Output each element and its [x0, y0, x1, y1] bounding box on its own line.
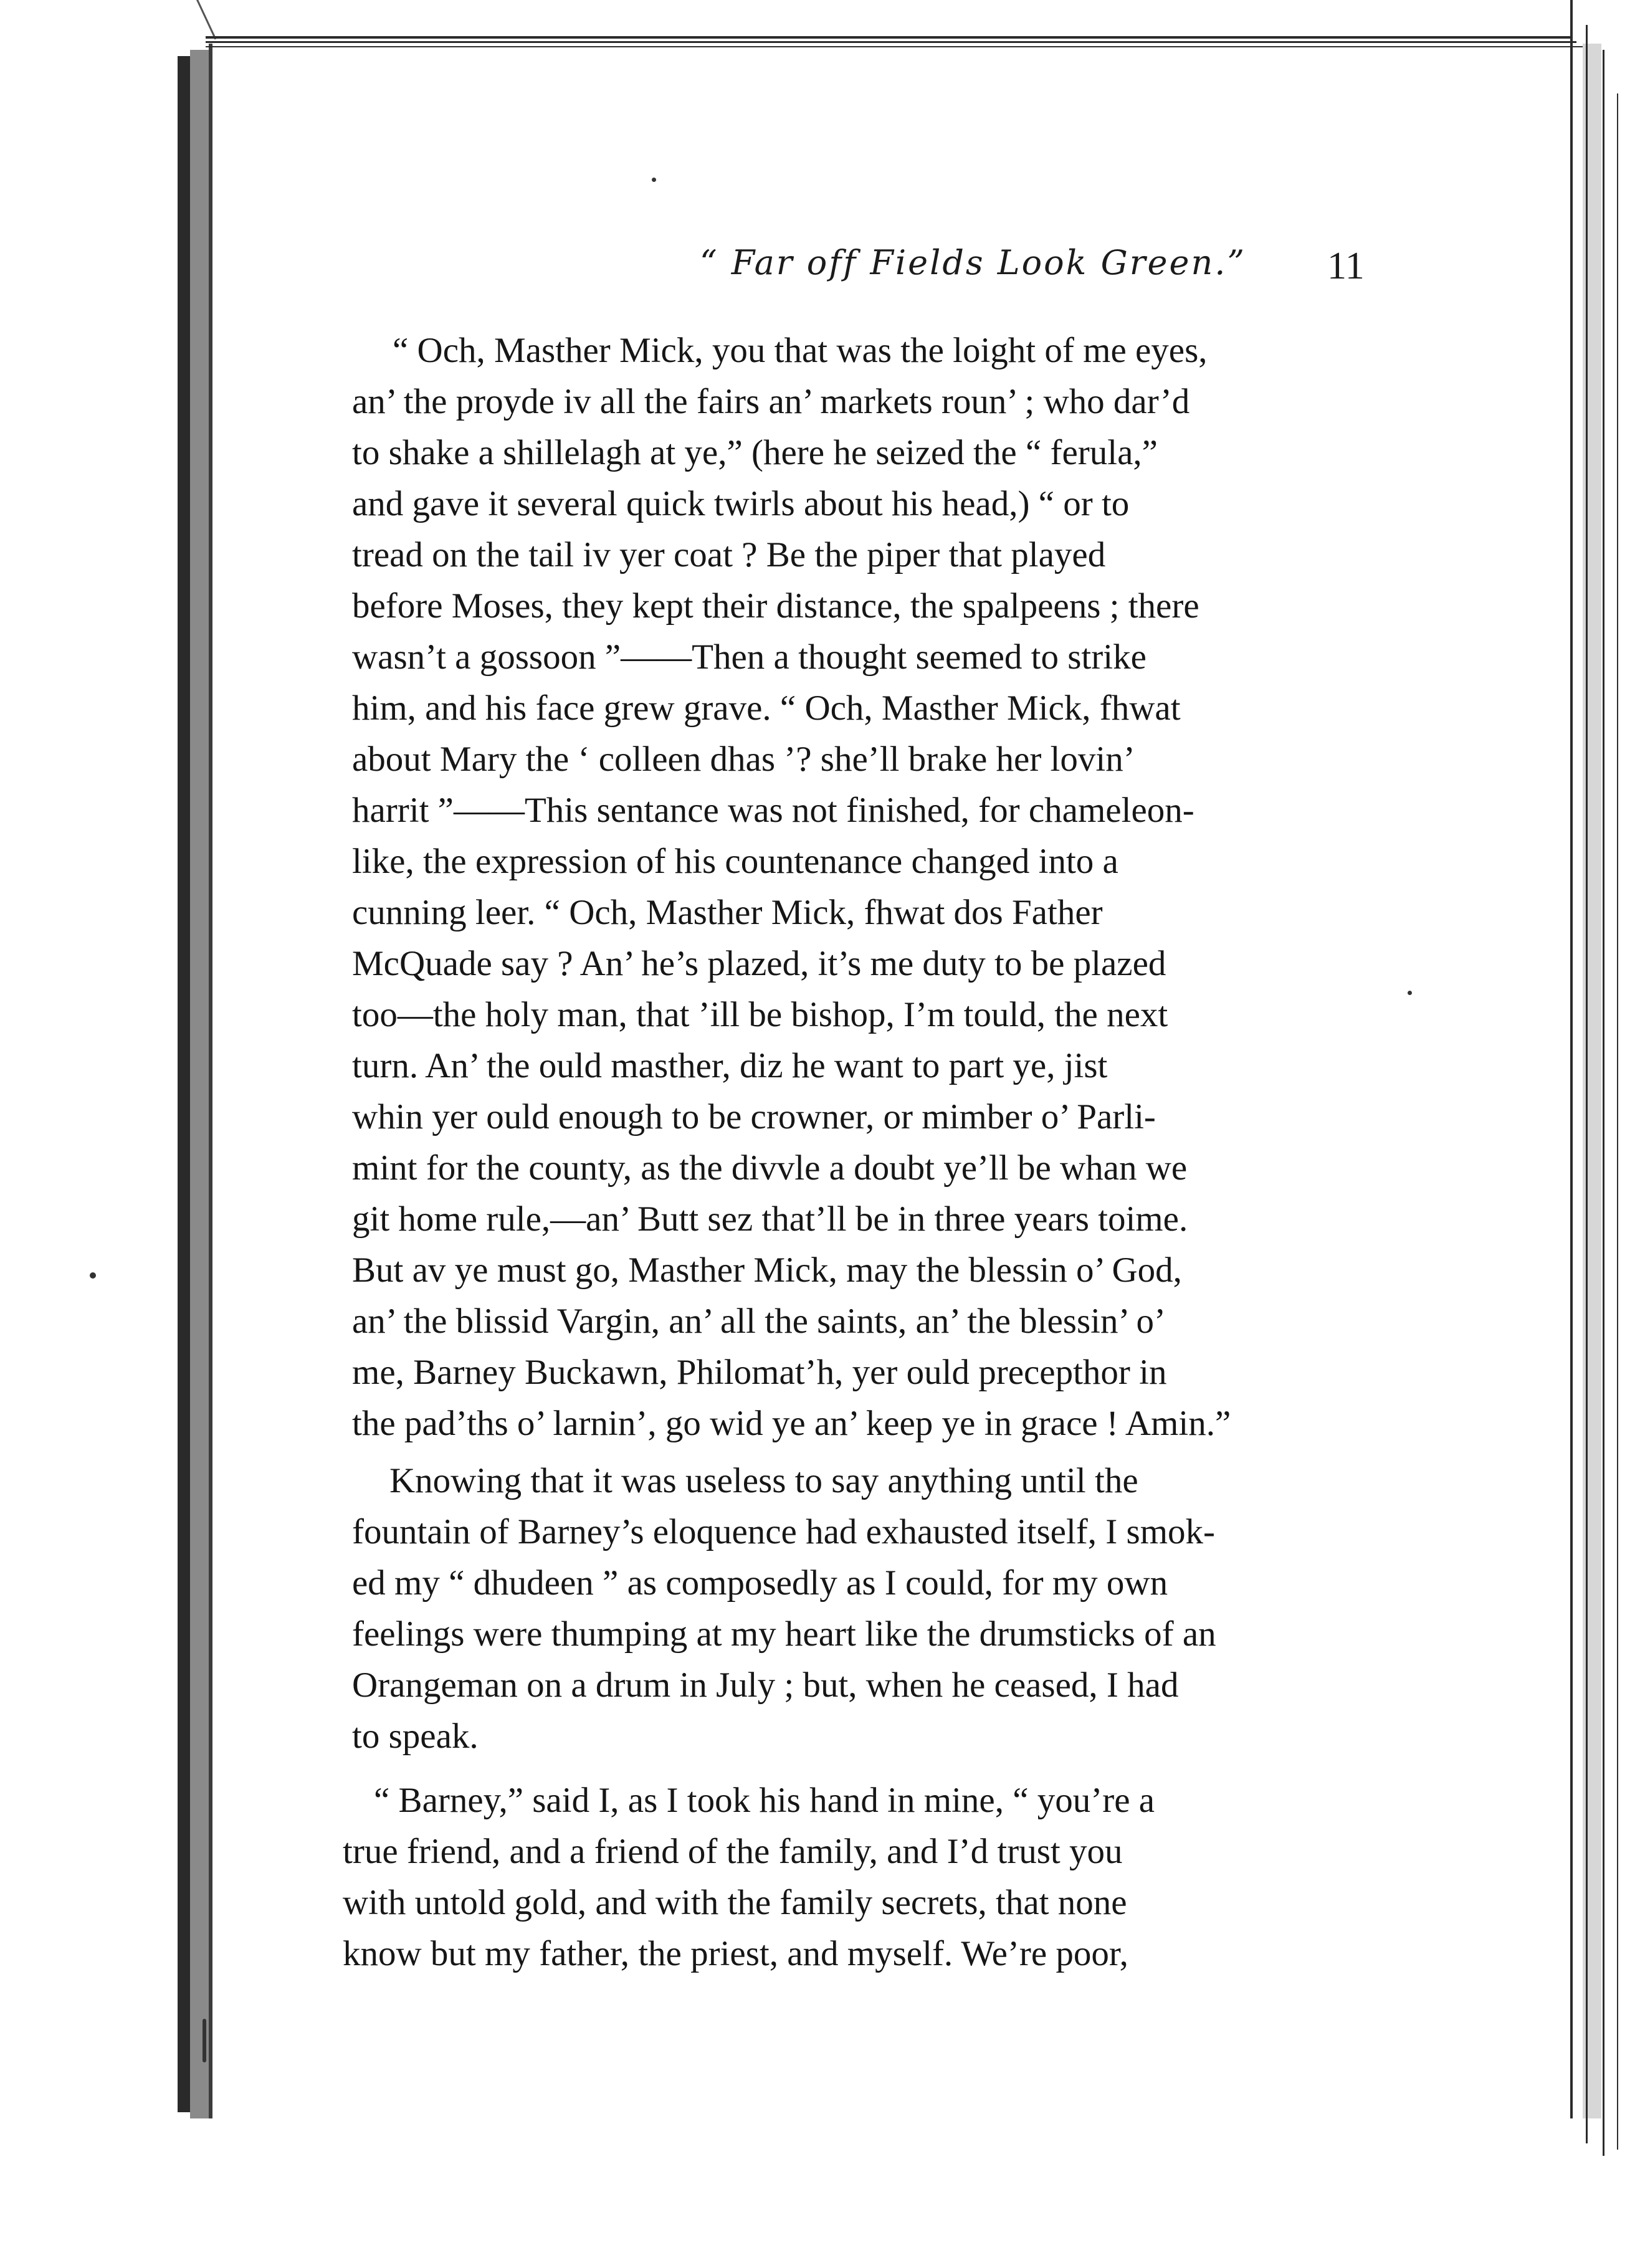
- running-head: “ Far off Fields Look Green.”: [700, 243, 1246, 282]
- text-line: about Mary the ‘ colleen dhas ’? she’ll brake her lovin’: [352, 740, 1135, 779]
- text-line: turn. An’ the ould masther, diz he want to part ye, jist: [352, 1046, 1108, 1085]
- top-page-edge: [206, 41, 1576, 43]
- text-line: and gave it several quick twirls about his head,) “ or to: [352, 484, 1130, 523]
- page-corner-mark: [196, 0, 216, 39]
- right-page-edge: [1603, 50, 1604, 2156]
- text-line: wasn’t a gossoon ”——Then a thought seemed to strike: [352, 637, 1147, 677]
- speck: [203, 2019, 206, 2062]
- text-line: Knowing that it was useless to say anything until the: [389, 1461, 1138, 1500]
- text-line: “ Barney,” said I, as I took his hand in mine, “ you’re a: [374, 1781, 1155, 1820]
- text-line: him, and his face grew grave. “ Och, Masther Mick, fhwat: [352, 688, 1181, 728]
- speck: [652, 178, 656, 182]
- text-line: But av ye must go, Masther Mick, may the blessin o’ God,: [352, 1251, 1182, 1290]
- text-line: “ Och, Masther Mick, you that was the loight of me eyes,: [393, 331, 1208, 370]
- text-line: Orangeman on a drum in July ; but, when he ceased, I had: [352, 1665, 1179, 1705]
- top-page-edge: [206, 36, 1570, 39]
- text-line: before Moses, they kept their distance, the spalpeens ; there: [352, 586, 1199, 626]
- text-line: tread on the tail iv yer coat ? Be the piper that played: [352, 535, 1106, 574]
- speck: [90, 1272, 96, 1279]
- text-line: me, Barney Buckawn, Philomat’h, yer ould precepthor in: [352, 1353, 1167, 1392]
- text-line: harrit ”——This sentance was not finished, for chameleon-: [352, 791, 1194, 830]
- top-page-edge: [206, 46, 1589, 47]
- text-line: McQuade say ? An’ he’s plazed, it’s me duty to be plazed: [352, 944, 1166, 983]
- right-page-edge: [1570, 0, 1573, 2118]
- text-line: too—the holy man, that ’ill be bishop, I’m tould, the next: [352, 995, 1168, 1034]
- speck: [1408, 991, 1412, 995]
- text-line: know but my father, the priest, and myself. We’re poor,: [343, 1934, 1128, 1973]
- text-line: to speak.: [352, 1717, 479, 1756]
- text-line: true friend, and a friend of the family, and I’d trust you: [343, 1832, 1123, 1871]
- book-spine-shadow: [178, 56, 190, 2112]
- text-line: an’ the blissid Vargin, an’ all the saints, an’ the blessin’ o’: [352, 1302, 1166, 1341]
- right-page-edge: [1586, 25, 1588, 2143]
- text-line: with untold gold, and with the family secrets, that none: [343, 1883, 1127, 1922]
- text-line: to shake a shillelagh at ye,” (here he seized the “ ferula,”: [352, 433, 1158, 472]
- book-spine: [190, 50, 209, 2118]
- text-line: git home rule,—an’ Butt sez that’ll be in three years toime.: [352, 1199, 1188, 1239]
- text-line: an’ the proyde iv all the fairs an’ markets roun’ ; who dar’d: [352, 382, 1190, 421]
- text-line: ed my “ dhudeen ” as composedly as I could, for my own: [352, 1563, 1168, 1603]
- right-page-edge: [1617, 93, 1618, 2150]
- page-number: 11: [1327, 245, 1365, 287]
- text-line: fountain of Barney’s eloquence had exhausted itself, I smok-: [352, 1512, 1216, 1551]
- text-line: mint for the county, as the divvle a doubt ye’ll be whan we: [352, 1148, 1188, 1188]
- text-line: feelings were thumping at my heart like the drumsticks of an: [352, 1614, 1216, 1654]
- text-line: whin yer ould enough to be crowner, or mimber o’ Parli-: [352, 1097, 1156, 1136]
- page-left-edge: [209, 44, 212, 2118]
- text-line: like, the expression of his countenance changed into a: [352, 842, 1118, 881]
- text-line: the pad’ths o’ larnin’, go wid ye an’ keep ye in grace ! Amin.”: [352, 1404, 1231, 1443]
- text-line: cunning leer. “ Och, Masther Mick, fhwat dos Father: [352, 893, 1103, 932]
